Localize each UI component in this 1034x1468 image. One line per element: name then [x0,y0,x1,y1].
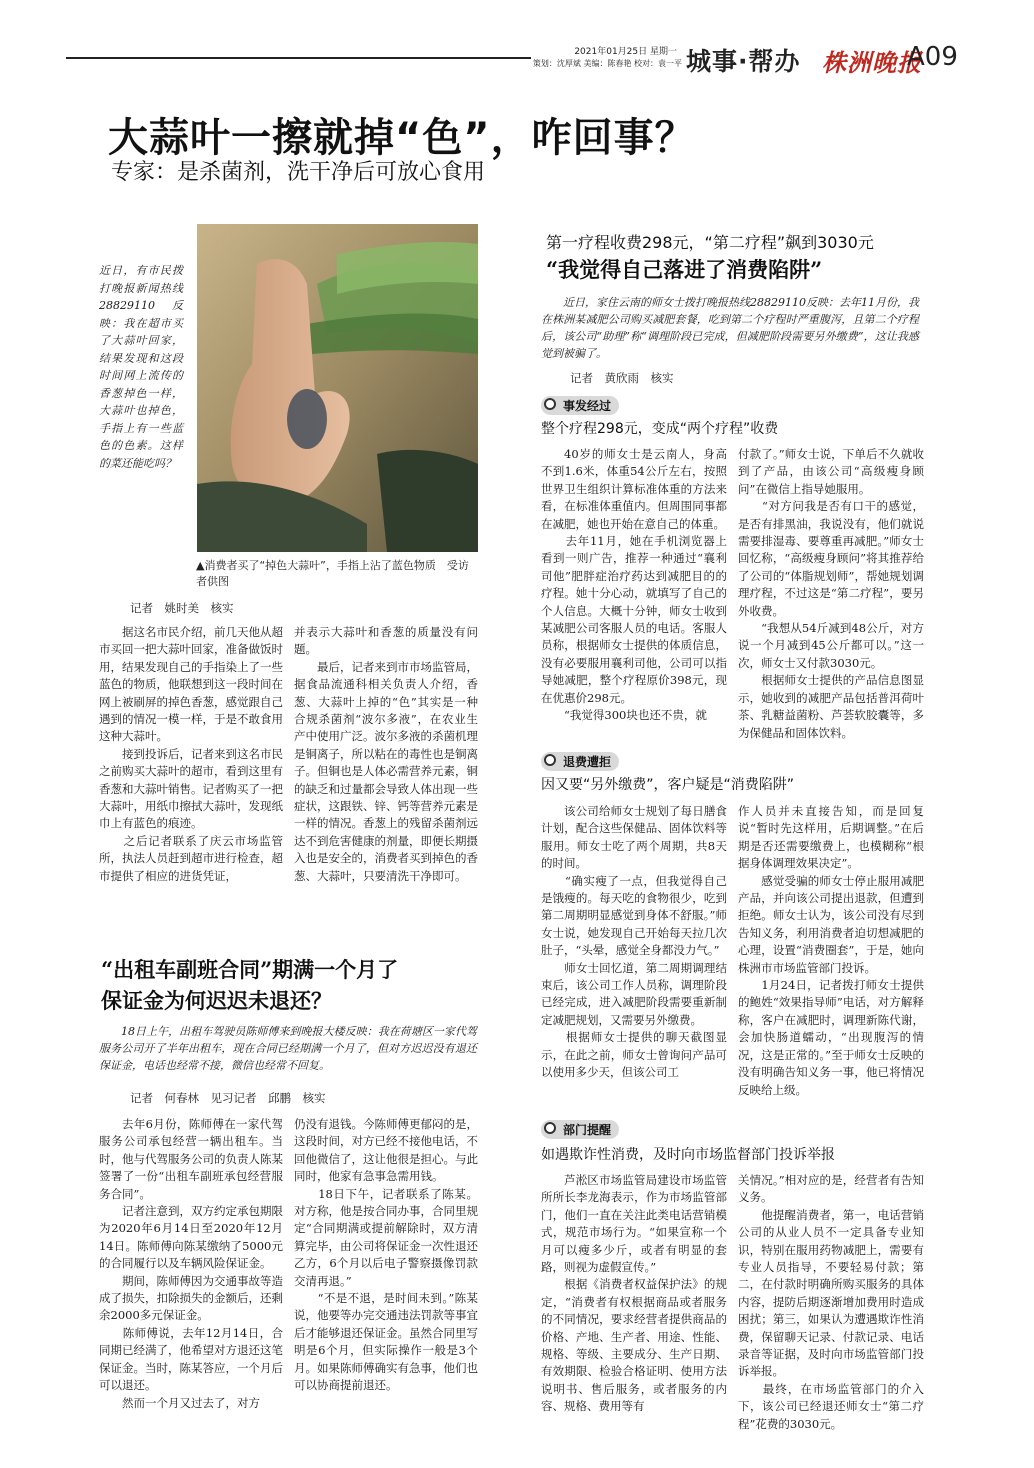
staff-line: 策划：沈厚斌 美编：陈春艳 校对：袁一平 [532,59,682,68]
section3-col2: 关情况。”相对应的是，经营者有告知义务。 他提醒消费者，第一，电话营销公司的从业人员不一定具备专业知识，特别在服用药物减肥上，需要有专业人员指导，不要轻易付款；第二，在付款时明确所购买服务的具体内容，提防后期逐渐增加费用时造成困扰；第三，如果认为遭遇欺诈性消费，保留聊天记录、付款记录、电话录音等证据，及时向市场监管部门投诉举报。 最终，在市场监管部门的介入下，该公司已经退还师女士“第二疗程”花费的3030元。 [738,1173,924,1431]
taxi-body-col2: 仍没有退钱。今陈师傅更郁闷的是，这段时间，对方已经不接他电话，不回他微信了，这让他很是担心。与此同时，他家有急事急需用钱。 18日下午，记者联系了陈某。对方称，他是按合同办事，合同里规定“合同期满或提前解除时，双方清算完毕，由公司将保证金一次性退还乙方，6个月以后电子警察摄像罚款交清再退。” “不是不退，是时间未到。”陈某说，他要等办完交通违法罚款等事宜后才能够退还保证金。虽然合同里写明是6个月，但实际操作一般是3个月。如果陈师傅确实有急事，他们也可以协商提前退还。 [294,1117,478,1393]
photo-caption: ▲消费者买了“掉色大蒜叶”，手指上沾了蓝色物质 受访者供图 [196,559,469,588]
section3-col1: 芦淞区市场监管局建设市场监管所所长李龙海表示，作为市场监管部门，他们一直在关注此类电话营销模式，规范市场行为。“如果宣称一个月可以瘦多少斤，或者有明显的套路，则视为虚假宣传。” 根据《消费者权益保护法》的规定，“消费者有权根据商品或者服务的不同情况，要求经营者提供商品的价格、产地、生产者、用途、性能、规格、等级、主要成分、生产日期、有效期限、检验合格证明、使用方法说明书、售后服务，或者服务的内容、规格、费用等有 [541,1173,727,1414]
bullet-icon [544,754,556,766]
lead-body-col1: 据这名市民介绍，前几天他从超市买回一把大蒜叶回家，准备做饭时用，结果发现自己的手指染上了一些蓝色的物质，他联想到这一段时间在网上被刷屏的掉色香葱，感觉跟自己遇到的情况一模一样，于是不敢食用这种大蒜叶。 接到投诉后，记者来到这名市民之前购买大蒜叶的超市，看到这里有香葱和大蒜叶销售。记者购买了一把大蒜叶，用纸巾擦拭大蒜叶，发现纸巾上有蓝色的痕迹。 之后记者联系了庆云市场监管所，执法人员赶到超市进行检查，超市提供了相应的进货凭证， [99,625,283,883]
taxi-body-col1: 去年6月份，陈师傅在一家代驾服务公司承包经营一辆出租车。当时，他与代驾服务公司的负责人陈某签署了一份“出租车副班承包经营服务合同”。 记者注意到，双方约定承包期限为2020年6月14日至2020年12月14日。陈师傅向陈某缴纳了5000元的合同履行以及车辆风险保证金。 期间，陈师傅因为交通事故等造成了损失，扣除损失的金额后，还剩余2000多元保证金。 陈师傅说，去年12月14日，合同期已经满了，他希望对方退还这笔保证金。当时，陈某答应，一个月后可以退还。 然而一个月又过去了，对方 [99,1117,283,1410]
lead-body-col2: 并表示大蒜叶和香葱的质量没有问题。 最后，记者来到市市场监管局，据食品流通科相关负责人介绍，香葱、大蒜叶上掉的“色”其实是一种合规杀菌剂“波尔多液”，在农业生产中使用广泛。波尔多液的杀菌机理是铜离子，所以粘在的毒性也是铜离子。但铜也是人体必需营养元素，铜的缺乏和过量都会导致人体出现一些症状，这跟铁、锌、钙等营养元素是一样的情况。香葱上的残留杀菌剂远达不到危害健康的剂量，即便长期摄入也是安全的，消费者买到掉色的香葱、大蒜叶，只要清洗干净即可。 [294,625,478,883]
lead-subheadline: 专家：是杀菌剂，洗干净后可放心食用 [111,160,486,185]
masthead-rule [66,57,531,59]
section1-col1: 40岁的师女士是云南人，身高不到1.6米，体重54公斤左右，按照世界卫生组织计算标准体重的方法来看，在标准体重值内。但周围同事都在减肥，她也开始在意自己的体重。 去年11月，她在手机浏览器上看到一则广告，推荐一种通过“襄利司他”肥胖症治疗药达到减肥目的的疗程。她十分心动，就填写了自己的个人信息。大概十分钟，师女士收到某减肥公司客服人员的电话。客服人员称，根据师女士提供的体质信息，没有必要服用襄利司他，公司可以指导她减肥，整个疗程原价398元，现在优惠价298元。 “我觉得300块也还不贵，就 [541,447,727,723]
lead-headline: 大蒜叶一擦就掉“色”，咋回事？ [108,115,696,161]
tag-incident: 事发经过 [541,396,619,415]
section1-col2: 付款了。”师女士说，下单后不久就收到了产品，由该公司“高级瘦身顾问”在微信上指导她服用。 “对方问我是否有口干的感觉，是否有排黑油，我说没有，他们就说需要排湿毒、要尊重再减肥。”师女士回忆称，“高级瘦身顾问”将其推荐给了公司的“体脂规划师”，帮她规划调理疗程，不过这是“第二疗程”，要另外收费。 “我想从54斤减到48公斤，对方说一个月减到45公斤都可以。”这一次，师女士又付款3030元。 根据师女士提供的产品信息图显示，她收到的减肥产品包括普洱荷叶茶、乳糖益菌粉、芦荟软胶囊等，多为保健品和固体饮料。 [738,447,924,740]
date-line: 2021年01月25日 星期一 [574,47,677,57]
diet-lead: 近日，家住云南的师女士拨打晚报热线28829110反映：去年11月份，我在株洲某减肥公司购买减肥套餐，吃到第二个疗程时严重腹泻，且第二个疗程后，该公司“助理”称“调理阶段已完成，但减肥阶段需要另外缴费”，这让我感觉到被骗了。 [541,296,919,360]
diet-title: “我觉得自己落进了消费陷阱” [546,257,823,282]
garlic-finger-photo [197,224,478,552]
taxi-byline: 记者 何春林 见习记者 邱鹏 核实 [130,1091,326,1105]
taxi-lead: 18日上午，出租车驾驶员陈师傅来到晚报大楼反映：我在荷塘区一家代驾服务公司开了半年出租车，现在合同已经期满一个月了，但对方迟迟没有退还保证金，电话也经常不接，微信也经常不回复。 [99,1025,477,1072]
bullet-icon [544,398,556,410]
tag-refund-refused: 退费遭拒 [541,752,619,771]
diet-kicker: 第一疗程收费298元，“第二疗程”飙到3030元 [546,233,874,252]
section2-col2: 作人员并未直接告知，而是回复说“暂时先这样用，后期调整。”在后期是否还需要缴费上，也模糊称“根据身体调理效果决定”。 感觉受骗的师女士停止服用减肥产品，并向该公司提出退款，但遭到拒绝。师女士认为，该公司没有尽到告知义务，利用消费者迫切想减肥的心理，设置“消费圈套”，于是，她向株洲市市场监管部门投诉。 1月24日，记者拨打师女士提供的鲍姓“效果指导师”电话，对方解释称，客户在减肥时，调理新陈代谢，会加快肠道蠕动，“出现腹泻的情况，这是正常的。”至于师女士反映的没有明确告知义务一事，他已将情况反映给上级。 [738,804,924,1097]
section-name: 城事·帮办 [686,47,801,76]
diet-byline: 记者 黄欣雨 核实 [570,371,674,385]
section1-title: 整个疗程298元，变成“两个疗程”收费 [541,421,779,437]
page-number: A09 [907,42,958,72]
bullet-icon [544,1122,556,1134]
lead-byline: 记者 姚时美 核实 [130,601,234,615]
taxi-title-line2: 保证金为何迟迟未退还？ [101,988,332,1013]
taxi-title-line1: “出租车副班合同”期满一个月了 [101,957,399,982]
lead-intro: 近日，有市民拨打晚报新闻热线28829110反映：我在超市买了大蒜叶回家，结果发现和这段时间网上流传的香葱掉色一样，大蒜叶也掉色，手指上有一些蓝色的色素。这样的菜还能吃吗？ [99,264,183,470]
section2-col1: 该公司给师女士规划了每日膳食计划，配合这些保健品、固体饮料等服用。师女士吃了两个周期，共8天的时间。 “确实瘦了一点，但我觉得自己是饿瘦的。每天吃的食物很少，吃到第二周期明显感觉到身体不舒服。”师女士说，她发现自己开始每天拉几次肚子，“头晕，感觉全身都没力气。” 师女士回忆道，第二周期调理结束后，该公司工作人员称，调理阶段已经完成，进入减肥阶段需要重新制定减肥规划，又需要另外缴费。 根据师女士提供的聊天截图显示，在此之前，师女士曾询问产品可以使用多少天，但该公司工 [541,804,727,1080]
newspaper-logo: 株洲晚报 [822,48,922,77]
section2-title: 因又要“另外缴费”，客户疑是“消费陷阱” [541,777,795,793]
section3-title: 如遇欺诈性消费，及时向市场监督部门投诉举报 [541,1147,835,1163]
tag-department-reminder: 部门提醒 [541,1120,619,1139]
